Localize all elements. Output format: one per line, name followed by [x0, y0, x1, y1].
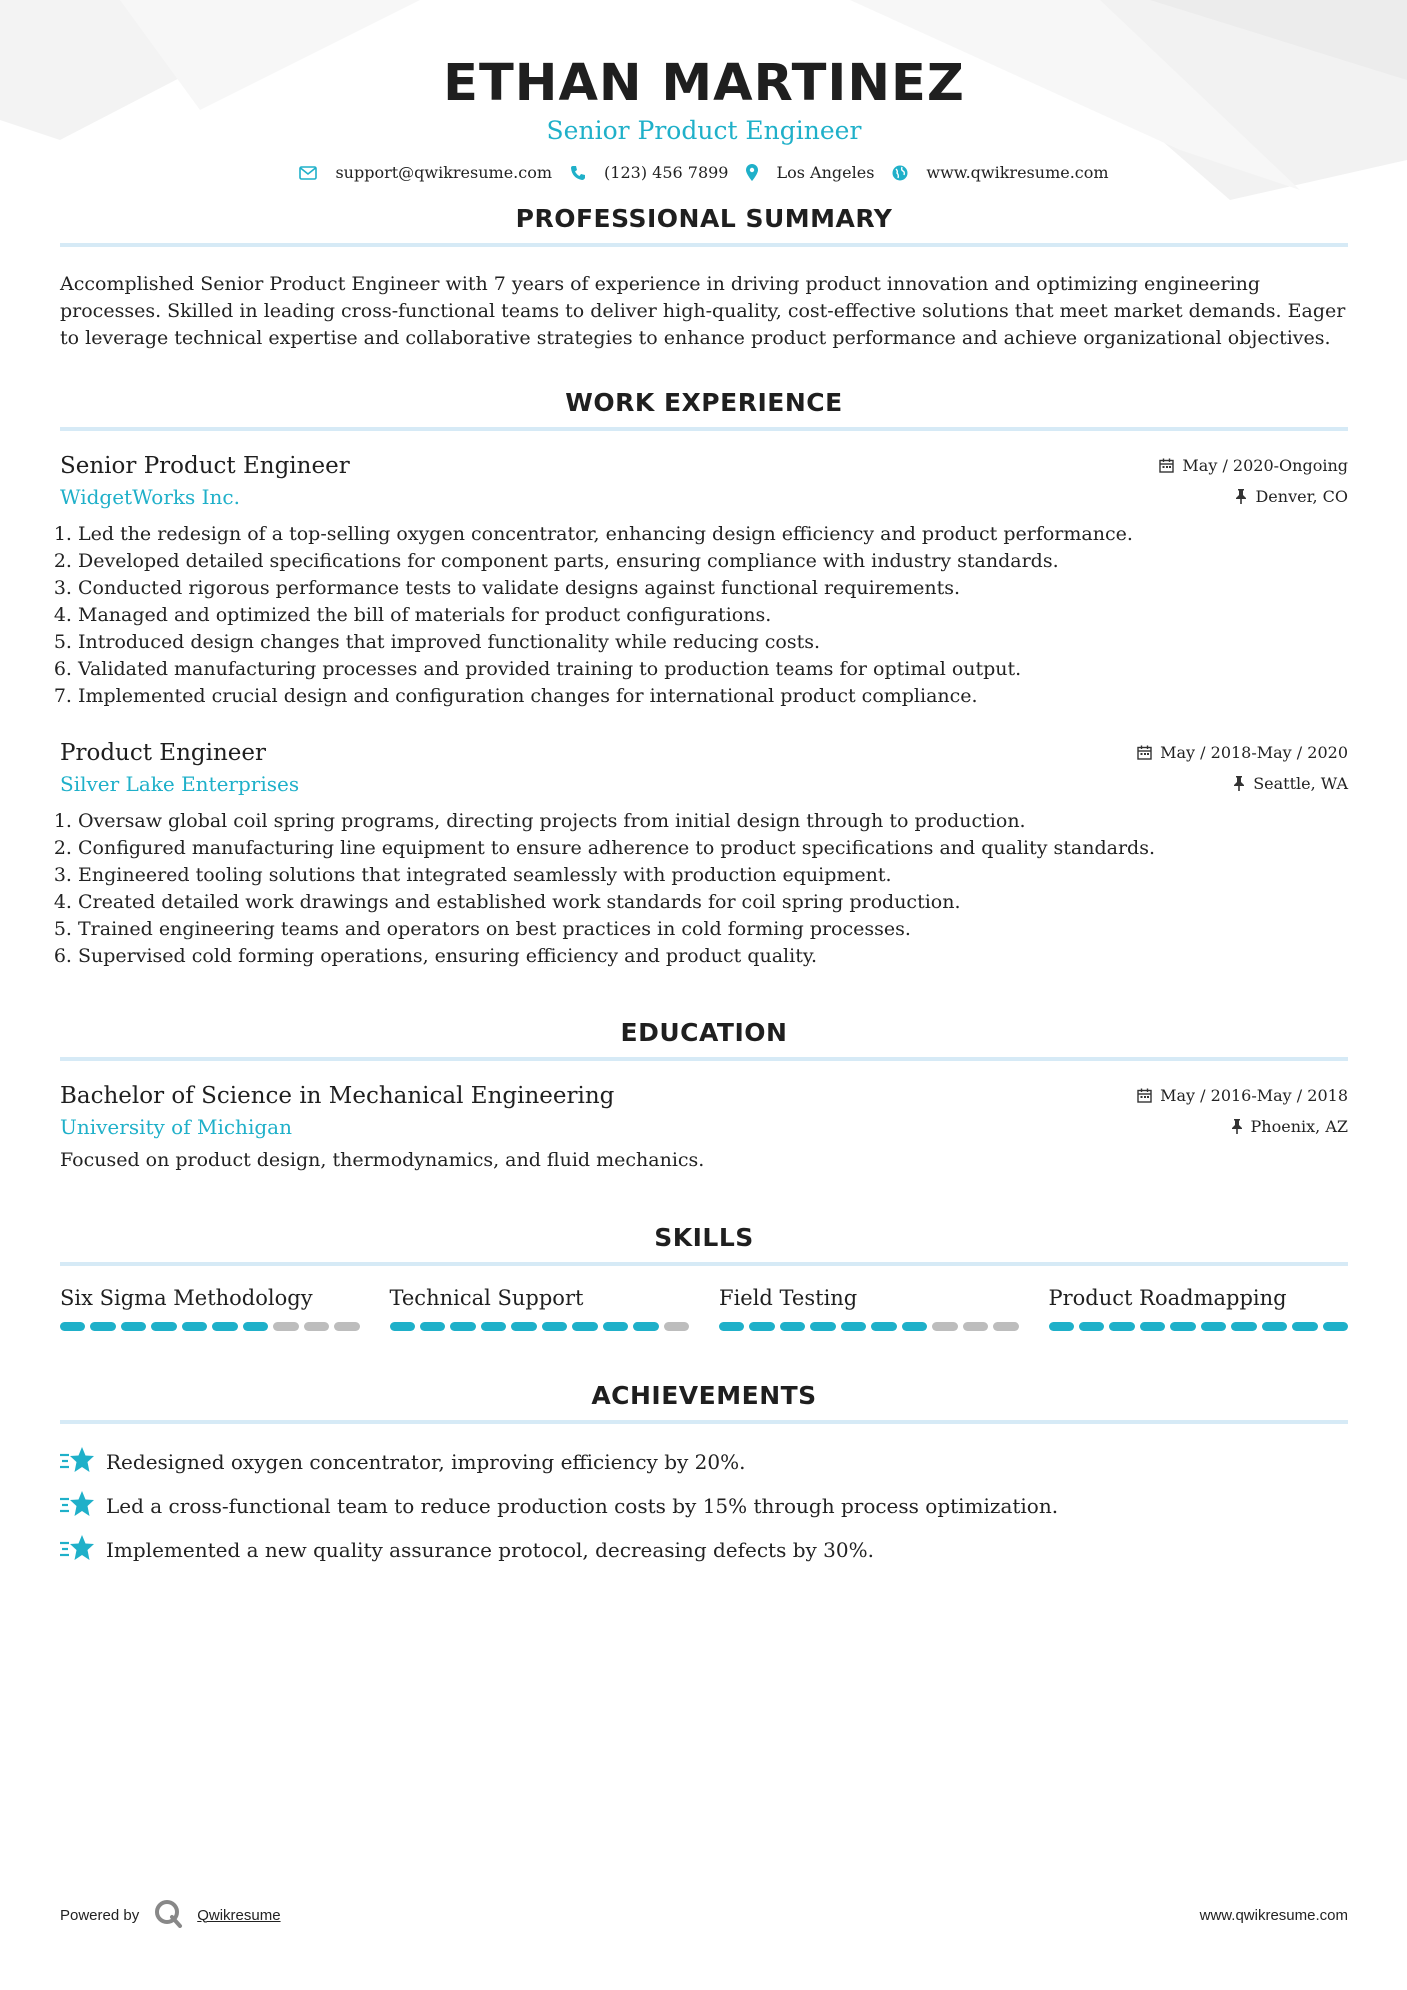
job-bullet: 1. Led the redesign of a top-selling oxygen concentrator, enhancing design efficiency and product performance.: [78, 521, 1348, 548]
job-location: [1235, 487, 1348, 506]
star-icon: [60, 1490, 94, 1523]
skill-level-dot: [749, 1322, 774, 1331]
education-entry: [60, 1083, 1348, 1171]
phone-text: (123) 456 7899: [604, 163, 729, 183]
achievement-item: [60, 1528, 1348, 1572]
pushpin-icon: [1235, 489, 1247, 504]
achievement-list: [60, 1440, 1348, 1572]
skill-level-dot: [121, 1322, 146, 1331]
skill-level-dot: [334, 1322, 359, 1331]
skill-level-dot: [603, 1322, 628, 1331]
skill-rating: [60, 1322, 360, 1331]
qwikresume-logo-icon: [153, 1898, 183, 1932]
skill-level-dot: [1109, 1322, 1134, 1331]
job-bullets: [60, 808, 1348, 970]
job-bullet: 6. Validated manufacturing processes and provided training to production teams for optimal output.: [78, 656, 1348, 683]
achievements-heading: ACHIEVEMENTS: [60, 1381, 1348, 1424]
job-bullet: 2. Developed detailed specifications for component parts, ensuring compliance with industry standards.: [78, 548, 1348, 575]
experience-heading: WORK EXPERIENCE: [60, 388, 1348, 431]
skill-level-dot: [572, 1322, 597, 1331]
skill-level-dot: [511, 1322, 536, 1331]
degree-title: Bachelor of Science in Mechanical Engineering: [60, 1083, 615, 1110]
skill-level-dot: [810, 1322, 835, 1331]
brand-link[interactable]: Qwikresume: [197, 1906, 281, 1924]
calendar-icon: [1137, 745, 1152, 760]
skills-heading: SKILLS: [60, 1223, 1348, 1266]
company-name: Silver Lake Enterprises: [60, 772, 300, 797]
skill-level-dot: [212, 1322, 237, 1331]
skill-name: Six Sigma Methodology: [60, 1286, 313, 1311]
skill-level-dot: [719, 1322, 744, 1331]
calendar-icon: [1137, 1088, 1152, 1103]
star-icon: [60, 1446, 94, 1479]
skill-level-dot: [1170, 1322, 1195, 1331]
contact-phone[interactable]: [570, 163, 728, 182]
skill-level-dot: [841, 1322, 866, 1331]
summary-text: Accomplished Senior Product Engineer with 7 years of experience in driving product innovation and optimizing engineering processes. Skilled in leading cross-functional teams to deliver high-quality, cost-effective solutions that meet market demands. Eager to leverage technical expertise and collaborative strategies to enhance product performance and achieve organizational objectives.: [60, 273, 1346, 350]
job-entry: [60, 740, 1348, 970]
education-description: Focused on product design, thermodynamics, and fluid mechanics.: [60, 1149, 705, 1172]
skill-level-dot: [182, 1322, 207, 1331]
skill-item: [1049, 1286, 1349, 1331]
education-heading: EDUCATION: [60, 1018, 1348, 1061]
education-dates-text: May / 2016-May / 2018: [1160, 1086, 1348, 1106]
job-bullet: 1. Oversaw global coil spring programs, directing projects from initial design through to production.: [78, 808, 1348, 835]
calendar-icon: [1159, 458, 1174, 473]
website-text: www.qwikresume.com: [926, 163, 1109, 183]
job-bullet: 5. Introduced design changes that improved functionality while reducing costs.: [78, 629, 1348, 656]
job-bullet: 7. Implemented crucial design and configuration changes for international product compliance.: [78, 683, 1348, 710]
job-bullet: 3. Conducted rigorous performance tests to validate designs against functional requirements.: [78, 575, 1348, 602]
skill-rating: [390, 1322, 690, 1331]
job-entry: [60, 453, 1348, 710]
achievements-section: [60, 1381, 1348, 1572]
skill-level-dot: [420, 1322, 445, 1331]
company-name: WidgetWorks Inc.: [60, 485, 240, 510]
skill-level-dot: [1079, 1322, 1104, 1331]
envelope-icon: [299, 166, 317, 180]
resume-header: [60, 0, 1348, 182]
skill-level-dot: [932, 1322, 957, 1331]
job-location: [1233, 774, 1348, 793]
skill-level-dot: [273, 1322, 298, 1331]
education-section: [60, 1018, 1348, 1171]
education-location-text: Phoenix, AZ: [1250, 1117, 1348, 1137]
achievement-text: Implemented a new quality assurance protocol, decreasing defects by 30%.: [106, 1538, 874, 1563]
skill-level-dot: [542, 1322, 567, 1331]
job-title: Product Engineer: [60, 740, 267, 767]
job-dates-text: May / 2018-May / 2020: [1160, 743, 1348, 763]
achievement-text: Redesigned oxygen concentrator, improving efficiency by 20%.: [106, 1450, 746, 1475]
skill-item: [390, 1286, 690, 1331]
contact-website[interactable]: [892, 163, 1108, 182]
contact-bar: [60, 163, 1348, 182]
skill-level-dot: [1323, 1322, 1348, 1331]
skill-level-dot: [780, 1322, 805, 1331]
skill-name: Field Testing: [719, 1286, 858, 1311]
footer-website[interactable]: www.qwikresume.com: [1199, 1906, 1348, 1924]
skill-level-dot: [1049, 1322, 1074, 1331]
candidate-title: Senior Product Engineer: [546, 116, 862, 146]
job-dates: [1159, 456, 1348, 475]
job-bullet: 3. Engineered tooling solutions that integrated seamlessly with production equipment.: [78, 862, 1348, 889]
skill-level-dot: [390, 1322, 415, 1331]
powered-by: [60, 1898, 281, 1932]
job-dates-text: May / 2020-Ongoing: [1182, 456, 1348, 476]
contact-location: [746, 163, 874, 182]
achievement-item: [60, 1484, 1348, 1528]
achievement-item: [60, 1440, 1348, 1484]
summary-section: [60, 204, 1348, 352]
skill-level-dot: [664, 1322, 689, 1331]
education-dates: [1137, 1086, 1348, 1105]
skill-list: [60, 1286, 1348, 1331]
skill-level-dot: [1292, 1322, 1317, 1331]
job-bullet: 4. Managed and optimized the bill of materials for product configurations.: [78, 602, 1348, 629]
skill-name: Technical Support: [389, 1286, 584, 1311]
skill-level-dot: [1140, 1322, 1165, 1331]
job-dates: [1137, 743, 1348, 762]
job-bullet: 4. Created detailed work drawings and established work standards for coil spring production.: [78, 889, 1348, 916]
footer: [60, 1898, 1348, 1932]
skill-rating: [719, 1322, 1019, 1331]
skill-level-dot: [243, 1322, 268, 1331]
skill-level-dot: [304, 1322, 329, 1331]
skill-level-dot: [993, 1322, 1018, 1331]
job-title: Senior Product Engineer: [60, 453, 350, 480]
job-location-text: Denver, CO: [1255, 487, 1348, 507]
skill-item: [60, 1286, 360, 1331]
experience-section: [60, 388, 1348, 970]
skill-item: [719, 1286, 1019, 1331]
pushpin-icon: [1231, 1119, 1243, 1134]
education-location: [1231, 1117, 1348, 1136]
location-text: Los Angeles: [776, 163, 875, 183]
skill-level-dot: [902, 1322, 927, 1331]
school-name: University of Michigan: [60, 1115, 292, 1140]
skill-name: Product Roadmapping: [1048, 1286, 1287, 1311]
skill-level-dot: [60, 1322, 85, 1331]
candidate-name: ETHAN MARTINEZ: [443, 54, 965, 113]
summary-heading: PROFESSIONAL SUMMARY: [60, 204, 1348, 247]
skill-level-dot: [481, 1322, 506, 1331]
resume-page: [60, 0, 1348, 1572]
job-bullet: 6. Supervised cold forming operations, ensuring efficiency and product quality.: [78, 943, 1348, 970]
skill-level-dot: [963, 1322, 988, 1331]
email-text: support@qwikresume.com: [335, 163, 553, 183]
skill-rating: [1049, 1322, 1349, 1331]
contact-email[interactable]: [299, 163, 552, 182]
phone-icon: [570, 165, 586, 181]
skill-level-dot: [151, 1322, 176, 1331]
globe-icon: [892, 165, 908, 181]
skill-level-dot: [1201, 1322, 1226, 1331]
skill-level-dot: [871, 1322, 896, 1331]
job-bullet: 5. Trained engineering teams and operators on best practices in cold forming processes.: [78, 916, 1348, 943]
powered-by-label: Powered by: [60, 1906, 140, 1924]
skills-section: [60, 1223, 1348, 1331]
star-icon: [60, 1534, 94, 1567]
job-list: [60, 453, 1348, 970]
job-location-text: Seattle, WA: [1253, 774, 1348, 794]
achievement-text: Led a cross-functional team to reduce production costs by 15% through process optimization.: [106, 1494, 1059, 1519]
job-bullets: [60, 521, 1348, 710]
pushpin-icon: [1233, 776, 1245, 791]
map-pin-icon: [746, 164, 758, 181]
skill-level-dot: [633, 1322, 658, 1331]
skill-level-dot: [90, 1322, 115, 1331]
skill-level-dot: [1262, 1322, 1287, 1331]
skill-level-dot: [1231, 1322, 1256, 1331]
skill-level-dot: [450, 1322, 475, 1331]
job-bullet: 2. Configured manufacturing line equipment to ensure adherence to product specifications and quality standards.: [78, 835, 1348, 862]
